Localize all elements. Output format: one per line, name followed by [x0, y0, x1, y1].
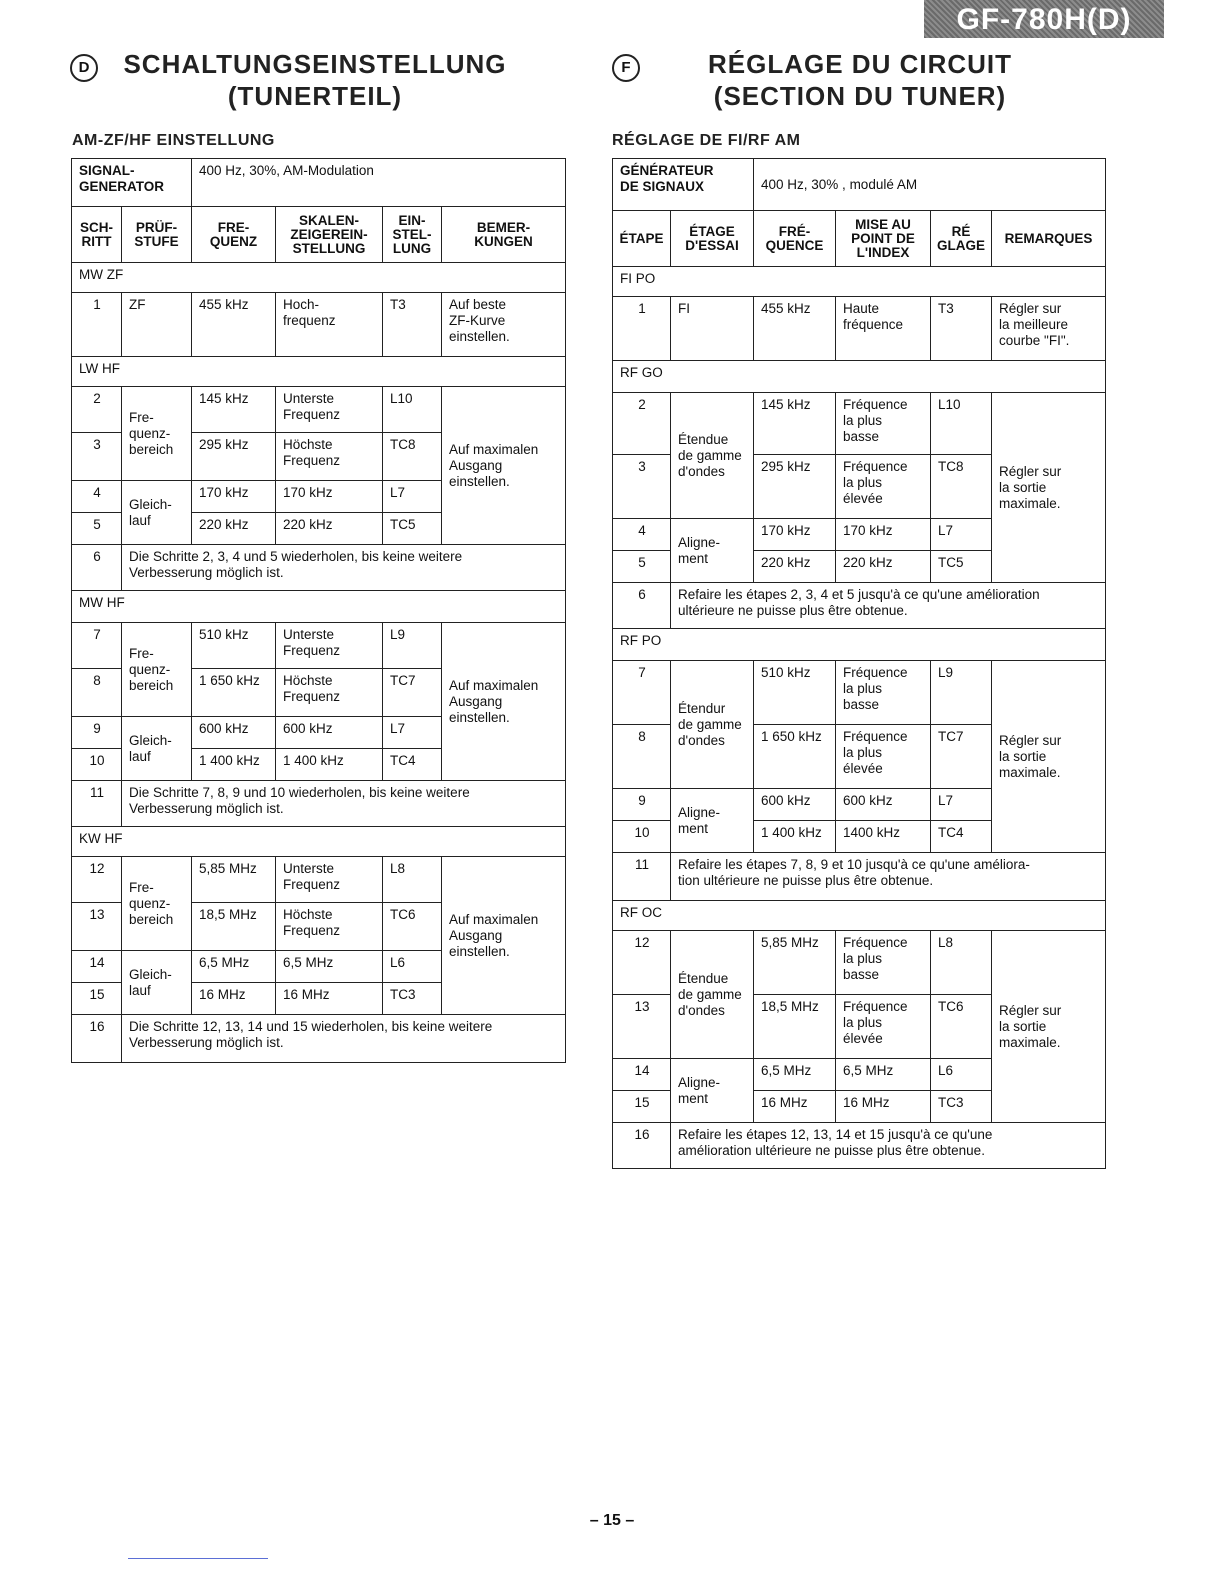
instruction-cell: Die Schritte 7, 8, 9 und 10 wiederholen, bis keine weitere Verbesserung möglich ist.: [122, 781, 566, 827]
frequency-cell: 1 400 kHz: [192, 749, 276, 781]
adjust-cell: TC3: [931, 1091, 992, 1123]
stage-cell: Fre- quenz- bereich: [122, 623, 192, 717]
remark-cell: Régler sur la sortie maximale.: [992, 393, 1106, 583]
signal-generator-label: SIGNAL- GENERATOR: [72, 159, 192, 207]
adjust-cell: TC5: [931, 551, 992, 583]
section-row: MW HF: [72, 591, 566, 623]
step-cell: 15: [613, 1091, 671, 1123]
frequency-cell: 16 MHz: [192, 983, 276, 1015]
remark-cell: Auf maximalen Ausgang einstellen.: [442, 387, 566, 545]
instruction-cell: Refaire les étapes 12, 13, 14 et 15 jusqu'à ce qu'une amélioration ultérieure ne puisse plus être obtenue.: [671, 1123, 1106, 1169]
stage-cell: ZF: [122, 293, 192, 357]
frequency-cell: 455 kHz: [754, 297, 836, 361]
footer-rule: [128, 1558, 268, 1559]
dial-cell: Unterste Frequenz: [276, 857, 383, 903]
adjust-cell: L7: [383, 481, 442, 513]
page-number: – 15 –: [589, 1512, 635, 1529]
step-cell: 4: [72, 481, 122, 513]
frequency-cell: 295 kHz: [754, 455, 836, 519]
header-dial: MISE AU POINT DE L'INDEX: [836, 211, 931, 267]
dial-cell: Fréquence la plus basse: [836, 661, 931, 725]
dial-cell: Fréquence la plus élevée: [836, 725, 931, 789]
remark-cell: Régler sur la sortie maximale.: [992, 931, 1106, 1123]
dial-cell: Fréquence la plus élevée: [836, 995, 931, 1059]
remark-cell: Régler sur la meilleure courbe "FI".: [992, 297, 1106, 361]
frequency-cell: 18,5 MHz: [754, 995, 836, 1059]
step-cell: 8: [72, 669, 122, 717]
stage-cell: Gleich- lauf: [122, 951, 192, 1015]
step-cell: 4: [613, 519, 671, 551]
frequency-cell: 16 MHz: [754, 1091, 836, 1123]
step-cell: 10: [72, 749, 122, 781]
dial-cell: Haute fréquence: [836, 297, 931, 361]
dial-cell: 6,5 MHz: [836, 1059, 931, 1091]
remark-cell: Auf maximalen Ausgang einstellen.: [442, 857, 566, 1015]
header-adjust: EIN- STEL- LUNG: [383, 207, 442, 263]
step-cell: 3: [613, 455, 671, 519]
dial-cell: Höchste Frequenz: [276, 669, 383, 717]
frequency-cell: 510 kHz: [754, 661, 836, 725]
step-cell: 16: [72, 1015, 122, 1063]
step-cell: 6: [613, 583, 671, 629]
step-cell: 3: [72, 433, 122, 481]
step-cell: 2: [613, 393, 671, 455]
header-frequency: FRÉ- QUENCE: [754, 211, 836, 267]
dial-cell: 220 kHz: [836, 551, 931, 583]
section-row: MW ZF: [72, 263, 566, 293]
stage-cell: Fre- quenz- bereich: [122, 857, 192, 951]
frequency-cell: 18,5 MHz: [192, 903, 276, 951]
dial-cell: 220 kHz: [276, 513, 383, 545]
header-stage: ÉTAGE D'ESSAI: [671, 211, 754, 267]
instruction-cell: Refaire les étapes 7, 8, 9 et 10 jusqu'à ce qu'une améliora- tion ultérieure ne puisse plus être obtenue.: [671, 853, 1106, 901]
header-remarks: BEMER- KUNGEN: [442, 207, 566, 263]
adjust-cell: L8: [383, 857, 442, 903]
dial-cell: 1 400 kHz: [276, 749, 383, 781]
remark-cell: Régler sur la sortie maximale.: [992, 661, 1106, 853]
step-cell: 11: [72, 781, 122, 827]
frequency-cell: 6,5 MHz: [754, 1059, 836, 1091]
header-stage: PRÜF- STUFE: [122, 207, 192, 263]
step-cell: 13: [72, 903, 122, 951]
frequency-cell: 6,5 MHz: [192, 951, 276, 983]
frequency-cell: 455 kHz: [192, 293, 276, 357]
subtitle-fr: RÉGLAGE DE FI/RF AM: [612, 132, 801, 149]
section-row: RF GO: [613, 361, 1106, 393]
step-cell: 14: [613, 1059, 671, 1091]
section-title-fr: [660, 48, 1060, 112]
dial-cell: Unterste Frequenz: [276, 623, 383, 669]
step-cell: 1: [72, 293, 122, 357]
adjust-cell: TC7: [383, 669, 442, 717]
section-row: KW HF: [72, 827, 566, 857]
stage-cell: Étendue de gamme d'ondes: [671, 393, 754, 519]
adjust-cell: TC3: [383, 983, 442, 1015]
adjust-cell: L6: [383, 951, 442, 983]
step-cell: 9: [613, 789, 671, 821]
signal-generator-label: GÉNÉRATEUR DE SIGNAUX: [613, 159, 754, 211]
frequency-cell: 145 kHz: [192, 387, 276, 433]
adjust-cell: TC7: [931, 725, 992, 789]
stage-cell: Étendur de gamme d'ondes: [671, 661, 754, 789]
dial-cell: 600 kHz: [276, 717, 383, 749]
frequency-cell: 600 kHz: [754, 789, 836, 821]
header-dial: SKALEN- ZEIGEREIN- STELLUNG: [276, 207, 383, 263]
step-cell: 6: [72, 545, 122, 591]
adjust-cell: L7: [931, 789, 992, 821]
frequency-cell: 510 kHz: [192, 623, 276, 669]
dial-cell: Fréquence la plus élevée: [836, 455, 931, 519]
dial-cell: 600 kHz: [836, 789, 931, 821]
adjust-cell: L7: [383, 717, 442, 749]
stage-cell: Aligne- ment: [671, 789, 754, 853]
adjust-cell: T3: [931, 297, 992, 361]
step-cell: 8: [613, 725, 671, 789]
adjust-cell: L9: [383, 623, 442, 669]
subtitle-de: AM-ZF/HF EINSTELLUNG: [72, 132, 275, 149]
adjust-cell: TC6: [383, 903, 442, 951]
remark-cell: Auf maximalen Ausgang einstellen.: [442, 623, 566, 781]
step-cell: 1: [613, 297, 671, 361]
step-cell: 7: [72, 623, 122, 669]
title-line-1: SCHALTUNGSEINSTELLUNG: [123, 49, 507, 79]
step-cell: 2: [72, 387, 122, 433]
step-cell: 5: [72, 513, 122, 545]
header-remarks: REMARQUES: [992, 211, 1106, 267]
dial-cell: 16 MHz: [276, 983, 383, 1015]
frequency-cell: 5,85 MHz: [754, 931, 836, 995]
header-frequency: FRE- QUENZ: [192, 207, 276, 263]
frequency-cell: 295 kHz: [192, 433, 276, 481]
frequency-cell: 1 650 kHz: [192, 669, 276, 717]
adjust-cell: L6: [931, 1059, 992, 1091]
adjust-cell: TC5: [383, 513, 442, 545]
header-step: ÉTAPE: [613, 211, 671, 267]
frequency-cell: 220 kHz: [192, 513, 276, 545]
adjust-cell: L7: [931, 519, 992, 551]
instruction-cell: Refaire les étapes 2, 3, 4 et 5 jusqu'à ce qu'une amélioration ultérieure ne puisse plus être obtenue.: [671, 583, 1106, 629]
adjust-cell: T3: [383, 293, 442, 357]
stage-cell: Aligne- ment: [671, 1059, 754, 1123]
step-cell: 12: [613, 931, 671, 995]
adjust-cell: TC4: [931, 821, 992, 853]
step-cell: 5: [613, 551, 671, 583]
dial-cell: Hoch- frequenz: [276, 293, 383, 357]
stage-cell: Étendue de gamme d'ondes: [671, 931, 754, 1059]
instruction-cell: Die Schritte 12, 13, 14 und 15 wiederholen, bis keine weitere Verbesserung möglich ist.: [122, 1015, 566, 1063]
frequency-cell: 5,85 MHz: [192, 857, 276, 903]
frequency-cell: 220 kHz: [754, 551, 836, 583]
stage-cell: Gleich- lauf: [122, 481, 192, 545]
section-title-de: [110, 48, 520, 112]
section-letter-d: D: [70, 54, 98, 82]
step-cell: 11: [613, 853, 671, 901]
frequency-cell: 1 400 kHz: [754, 821, 836, 853]
stage-cell: Gleich- lauf: [122, 717, 192, 781]
title-line-2: (TUNERTEIL): [227, 81, 403, 111]
section-row: RF PO: [613, 629, 1106, 661]
stage-cell: Aligne- ment: [671, 519, 754, 583]
adjust-cell: TC6: [931, 995, 992, 1059]
step-cell: 9: [72, 717, 122, 749]
adjust-cell: L10: [383, 387, 442, 433]
remark-cell: Auf beste ZF-Kurve einstellen.: [442, 293, 566, 357]
adjust-cell: TC4: [383, 749, 442, 781]
dial-cell: 16 MHz: [836, 1091, 931, 1123]
step-cell: 10: [613, 821, 671, 853]
dial-cell: Höchste Frequenz: [276, 903, 383, 951]
header-adjust: RÉ GLAGE: [931, 211, 992, 267]
dial-cell: 6,5 MHz: [276, 951, 383, 983]
section-row: LW HF: [72, 357, 566, 387]
dial-cell: 170 kHz: [276, 481, 383, 513]
frequency-cell: 170 kHz: [754, 519, 836, 551]
section-letter-f: F: [612, 54, 640, 82]
frequency-cell: 145 kHz: [754, 393, 836, 455]
dial-cell: Fréquence la plus basse: [836, 931, 931, 995]
dial-cell: Fréquence la plus basse: [836, 393, 931, 455]
step-cell: 15: [72, 983, 122, 1015]
dial-cell: Unterste Frequenz: [276, 387, 383, 433]
section-row: FI PO: [613, 267, 1106, 297]
section-row: RF OC: [613, 901, 1106, 931]
step-cell: 12: [72, 857, 122, 903]
stage-cell: FI: [671, 297, 754, 361]
title-line-1: RÉGLAGE DU CIRCUIT: [708, 49, 1012, 79]
adjust-cell: TC8: [931, 455, 992, 519]
frequency-cell: 170 kHz: [192, 481, 276, 513]
adjust-cell: L9: [931, 661, 992, 725]
alignment-table-fr: [612, 158, 1106, 1169]
dial-cell: Höchste Frequenz: [276, 433, 383, 481]
stage-cell: Fre- quenz- bereich: [122, 387, 192, 481]
frequency-cell: 600 kHz: [192, 717, 276, 749]
instruction-cell: Die Schritte 2, 3, 4 und 5 wiederholen, bis keine weitere Verbesserung möglich ist.: [122, 545, 566, 591]
frequency-cell: 1 650 kHz: [754, 725, 836, 789]
signal-generator-value: 400 Hz, 30%, AM-Modulation: [192, 159, 566, 207]
model-badge: GF-780H(D): [924, 0, 1164, 38]
header-step: SCH- RITT: [72, 207, 122, 263]
adjust-cell: L8: [931, 931, 992, 995]
step-cell: 14: [72, 951, 122, 983]
title-line-2: (SECTION DU TUNER): [713, 81, 1007, 111]
adjust-cell: TC8: [383, 433, 442, 481]
adjust-cell: L10: [931, 393, 992, 455]
dial-cell: 1400 kHz: [836, 821, 931, 853]
dial-cell: 170 kHz: [836, 519, 931, 551]
alignment-table-de: [71, 158, 566, 1063]
step-cell: 7: [613, 661, 671, 725]
step-cell: 16: [613, 1123, 671, 1169]
signal-generator-value: 400 Hz, 30% , modulé AM: [754, 159, 1106, 211]
step-cell: 13: [613, 995, 671, 1059]
